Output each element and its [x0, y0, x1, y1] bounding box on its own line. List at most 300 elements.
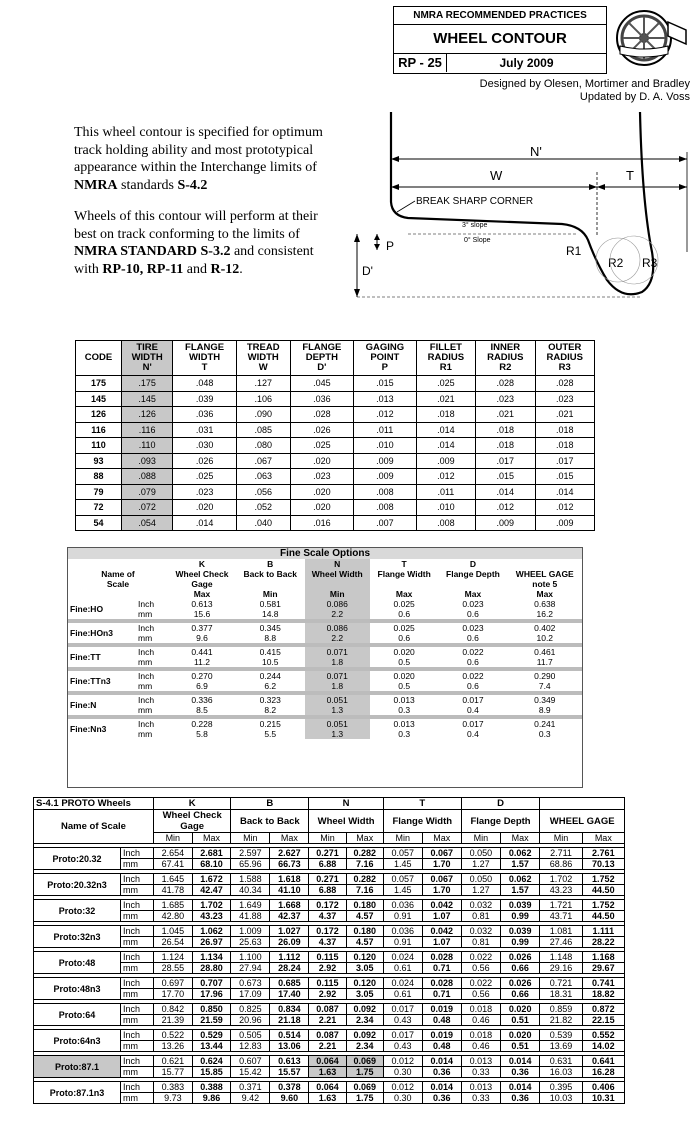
- unit-label: Inch: [121, 978, 154, 989]
- table3-cell: 1.588: [231, 874, 270, 885]
- scale-name: Fine:HO: [70, 604, 104, 614]
- table3-cell: 28.22: [582, 937, 624, 948]
- table3-cell: 15.57: [270, 1067, 309, 1078]
- table2-letter-row: [68, 559, 582, 569]
- unit-label: mm: [121, 989, 154, 1000]
- table3-cell: 2.597: [231, 848, 270, 859]
- table2-letter: [508, 559, 582, 569]
- table3-row: [34, 900, 625, 911]
- table2-cell: 0.017: [462, 719, 484, 729]
- unit-label: Inch: [138, 695, 155, 705]
- table3-cell: 9.60: [270, 1093, 309, 1104]
- table3-row: [34, 978, 625, 989]
- blank-cell: [68, 589, 168, 599]
- table3-cell: 0.282: [346, 874, 383, 885]
- table3-cell: 1.009: [231, 926, 270, 937]
- unit-label: mm: [121, 859, 154, 870]
- scale-code-cell: 88: [76, 469, 122, 485]
- table1-cell: .021: [476, 407, 535, 423]
- table3-cell: 0.036: [383, 926, 422, 937]
- unit-label: mm: [138, 729, 153, 739]
- table3-cell: 1.672: [192, 874, 231, 885]
- table2-cell: 5.5: [264, 729, 277, 739]
- table3-cell: 1.027: [270, 926, 309, 937]
- table1-cell: .018: [476, 422, 535, 438]
- scale-name: Proto:32n3: [34, 926, 121, 948]
- table3-cell: 14.02: [582, 1041, 624, 1052]
- table3-row: [34, 874, 625, 885]
- table1-cell: .048: [173, 376, 236, 392]
- table3-cell: 68.86: [540, 859, 582, 870]
- scale-code-cell: 110: [76, 438, 122, 454]
- table3-cell: 1.45: [383, 885, 422, 896]
- table2-row: [68, 599, 582, 609]
- unit-label: Inch: [121, 1056, 154, 1067]
- table3-cell: 1.752: [582, 874, 624, 885]
- table2-cell: 0.3: [398, 705, 411, 715]
- table3-cell: 25.63: [231, 937, 270, 948]
- table3-cell: 0.172: [309, 900, 346, 911]
- table1-cell: .021: [416, 391, 475, 407]
- table3-cell: 6.88: [309, 859, 346, 870]
- max-header: Max: [346, 833, 383, 844]
- table3-cell: 0.697: [154, 978, 193, 989]
- table1-cell: .085: [236, 422, 290, 438]
- name-of-scale-header: Name of Scale: [101, 569, 135, 589]
- table1-header: GAGING POINT P: [354, 341, 417, 376]
- table3-cell: 0.067: [422, 848, 461, 859]
- table3-cell: 0.062: [501, 848, 540, 859]
- table2-cell: 0.215: [259, 719, 281, 729]
- table2-cell: 0.581: [259, 599, 281, 609]
- unit-label: mm: [121, 1093, 154, 1104]
- scale-name: Proto:48n3: [34, 978, 121, 1000]
- table3-cell: 0.069: [346, 1056, 383, 1067]
- table1-cell: .010: [354, 438, 417, 454]
- table1-cell: .014: [476, 484, 535, 500]
- table2-cell: 0.6: [467, 681, 479, 691]
- table3-cell: 2.711: [540, 848, 582, 859]
- table3-cell: 0.46: [461, 1041, 500, 1052]
- table1-cell: .145: [121, 391, 172, 407]
- flange-depth-label: D': [362, 264, 373, 278]
- table1-cell: .014: [173, 515, 236, 531]
- table3-cell: 0.022: [461, 952, 500, 963]
- table3-cell: 16.03: [540, 1067, 582, 1078]
- table1-cell: .016: [290, 515, 353, 531]
- table3-cell: 0.087: [309, 1004, 346, 1015]
- table3-cell: 44.50: [582, 911, 624, 922]
- table3-cell: 0.067: [422, 874, 461, 885]
- table3-cell: 6.88: [309, 885, 346, 896]
- scale-code-cell: 126: [76, 407, 122, 423]
- table3-column-header: WHEEL GAGE: [540, 810, 625, 833]
- scale-name: Proto:64n3: [34, 1030, 121, 1052]
- unit-label: Inch: [121, 1004, 154, 1015]
- scale-code-cell: 93: [76, 453, 122, 469]
- table1-cell: .018: [535, 422, 595, 438]
- table3-cell: 21.18: [270, 1015, 309, 1026]
- table2-limit: Max: [536, 589, 554, 599]
- table2-cell: 2.2: [305, 609, 370, 619]
- table3-cell: 0.014: [501, 1082, 540, 1093]
- scale-code-cell: 79: [76, 484, 122, 500]
- table2-cell: 8.2: [264, 705, 277, 715]
- table3-letter: N: [309, 798, 383, 810]
- table1-cell: .020: [290, 500, 353, 516]
- table1-header: FLANGE DEPTH D': [290, 341, 353, 376]
- table2-cell: 2.2: [305, 633, 370, 643]
- table2-cell: 0.3: [398, 729, 411, 739]
- unit-label: mm: [121, 885, 154, 896]
- contour-dimensions-table: [75, 340, 595, 531]
- table3-cell: 13.69: [540, 1041, 582, 1052]
- table3-row: [34, 1030, 625, 1041]
- table3-cell: 7.16: [346, 859, 383, 870]
- table3-cell: 0.024: [383, 978, 422, 989]
- table1-cell: .028: [476, 376, 535, 392]
- table3-cell: 0.825: [231, 1004, 270, 1015]
- table3-cell: 3.05: [346, 989, 383, 1000]
- table2-header-row: [68, 569, 582, 589]
- table3-cell: 41.88: [231, 911, 270, 922]
- table3-row: [34, 1056, 625, 1067]
- table3-cell: 1.134: [192, 952, 231, 963]
- table3-column-header: Flange Depth: [461, 810, 540, 833]
- table3-cell: 0.039: [501, 900, 540, 911]
- table3-cell: 1.70: [422, 885, 461, 896]
- table2-cell: 0.402: [534, 623, 556, 633]
- table2-cell: 0.023: [462, 623, 484, 633]
- table2-cell: 0.017: [462, 695, 484, 705]
- table3-cell: 17.09: [231, 989, 270, 1000]
- table3-cell: 1.702: [540, 874, 582, 885]
- table3-row-mm: [34, 937, 625, 948]
- table3-cell: 0.180: [346, 900, 383, 911]
- table1-cell: .045: [290, 376, 353, 392]
- table1-cell: .025: [173, 469, 236, 485]
- table1-row: [76, 391, 595, 407]
- scale-code-cell: 145: [76, 391, 122, 407]
- table1-row: [76, 469, 595, 485]
- table3-cell: 0.026: [501, 978, 540, 989]
- table3-cell: 2.681: [192, 848, 231, 859]
- table3-cell: 0.017: [383, 1004, 422, 1015]
- table2-cell: 0.071: [305, 671, 370, 681]
- table3-cell: 0.172: [309, 926, 346, 937]
- table2-row-mm: [68, 681, 582, 691]
- table3-cell: 0.064: [309, 1056, 346, 1067]
- table3-cell: 0.36: [422, 1093, 461, 1104]
- table3-cell: 0.91: [383, 911, 422, 922]
- table1-cell: .036: [290, 391, 353, 407]
- table3-cell: 1.07: [422, 911, 461, 922]
- table3-cell: 1.112: [270, 952, 309, 963]
- table1-cell: .040: [236, 515, 290, 531]
- table1-cell: .063: [236, 469, 290, 485]
- table1-cell: .030: [173, 438, 236, 454]
- table3-row: [34, 848, 625, 859]
- table3-row-mm: [34, 963, 625, 974]
- table1-cell: .011: [416, 484, 475, 500]
- table3-column-header: Wheel Width: [309, 810, 383, 833]
- table3-cell: 1.062: [192, 926, 231, 937]
- table3-cell: 0.032: [461, 900, 500, 911]
- table2-cell: 0.6: [398, 609, 411, 619]
- unit-label: Inch: [138, 719, 155, 729]
- fine-scale-title: Fine Scale Options: [68, 548, 582, 559]
- table3-cell: 0.741: [582, 978, 624, 989]
- table3-cell: 42.80: [154, 911, 193, 922]
- table3-cell: 17.70: [154, 989, 193, 1000]
- table2-cell: 0.023: [462, 599, 484, 609]
- scale-name: Proto:48: [34, 952, 121, 974]
- table3-cell: 2.627: [270, 848, 309, 859]
- table3-cell: 0.99: [501, 937, 540, 948]
- table3-cell: 21.82: [540, 1015, 582, 1026]
- table3-cell: 0.019: [422, 1030, 461, 1041]
- table3-cell: 0.406: [582, 1082, 624, 1093]
- table2-cell: 0.441: [191, 647, 213, 657]
- table3-cell: 0.032: [461, 926, 500, 937]
- table3-cell: 0.624: [192, 1056, 231, 1067]
- table2-column-header: Wheel Width: [305, 569, 370, 589]
- table1-cell: .020: [173, 500, 236, 516]
- table3-cell: 0.395: [540, 1082, 582, 1093]
- unit-label: mm: [121, 1015, 154, 1026]
- table1-cell: .009: [354, 469, 417, 485]
- unit-label: mm: [138, 681, 153, 691]
- table3-cell: 0.371: [231, 1082, 270, 1093]
- table3-cell: 0.707: [192, 978, 231, 989]
- table3-cell: 0.721: [540, 978, 582, 989]
- table2-limit: Max: [193, 589, 211, 599]
- table1-cell: .175: [121, 376, 172, 392]
- table3-cell: 0.631: [540, 1056, 582, 1067]
- table3-cell: 0.43: [383, 1041, 422, 1052]
- table3-cell: 2.654: [154, 848, 193, 859]
- table3-cell: 68.10: [192, 859, 231, 870]
- table1-cell: .007: [354, 515, 417, 531]
- table1-cell: .018: [535, 438, 595, 454]
- table3-cell: 66.73: [270, 859, 309, 870]
- table3-cell: 15.85: [192, 1067, 231, 1078]
- table2-row-mm: [68, 609, 582, 619]
- table1-cell: .017: [535, 453, 595, 469]
- table3-cell: 1.111: [582, 926, 624, 937]
- table3-cell: 1.752: [582, 900, 624, 911]
- table3-cell: 0.834: [270, 1004, 309, 1015]
- doc-id: RP - 25: [394, 54, 447, 72]
- table3-cell: 0.062: [501, 874, 540, 885]
- unit-label: mm: [138, 633, 153, 643]
- table3-cell: 2.92: [309, 989, 346, 1000]
- table1-row: [76, 515, 595, 531]
- designer-credit: Designed by Olesen, Mortimer and Bradley: [479, 78, 690, 90]
- table2-column-header: Flange Depth: [446, 569, 500, 579]
- table3-cell: 0.514: [270, 1030, 309, 1041]
- doc-meta-row: [394, 54, 606, 72]
- unit-label: Inch: [138, 599, 155, 609]
- table3-cell: 12.83: [231, 1041, 270, 1052]
- table3-cell: 9.73: [154, 1093, 193, 1104]
- tire-width-label: N': [530, 144, 542, 159]
- table2-cell: 8.5: [196, 705, 208, 715]
- table1-cell: .013: [354, 391, 417, 407]
- table3-cell: 0.013: [461, 1082, 500, 1093]
- table2-cell: 11.7: [536, 657, 553, 667]
- scale-name: Proto:20.32: [34, 848, 121, 870]
- break-corner-label: BREAK SHARP CORNER: [416, 196, 534, 207]
- table1-cell: .009: [535, 515, 595, 531]
- table2-cell: 9.6: [196, 633, 208, 643]
- table1-cell: .116: [121, 422, 172, 438]
- table1-cell: .012: [535, 500, 595, 516]
- table3-cell: 0.66: [501, 963, 540, 974]
- nmra-wheel-logo-icon: [608, 8, 692, 68]
- table2-cell: 0.020: [393, 647, 415, 657]
- table2-cell: 0.244: [259, 671, 281, 681]
- table3-cell: 15.42: [231, 1067, 270, 1078]
- table3-column-header: Wheel Check Gage: [154, 810, 231, 833]
- table1-header: CODE: [76, 341, 122, 376]
- table1-header: INNER RADIUS R2: [476, 341, 535, 376]
- table2-column-header: Back to Back: [243, 569, 297, 579]
- table3-cell: 0.069: [346, 1082, 383, 1093]
- table2-cell: 0.025: [393, 599, 415, 609]
- table3-cell: 41.78: [154, 885, 193, 896]
- table3-cell: 0.064: [309, 1082, 346, 1093]
- table3-cell: 1.148: [540, 952, 582, 963]
- max-header: Max: [192, 833, 231, 844]
- table1-row: [76, 407, 595, 423]
- scale-code-cell: 72: [76, 500, 122, 516]
- proto-wheels-table: [33, 797, 625, 1104]
- table1-row: [76, 500, 595, 516]
- table1-row: [76, 422, 595, 438]
- table2-cell: 0.290: [534, 671, 556, 681]
- table3-cell: 0.842: [154, 1004, 193, 1015]
- table1-cell: .110: [121, 438, 172, 454]
- table3-cell: 28.80: [192, 963, 231, 974]
- table3-cell: 0.282: [346, 848, 383, 859]
- table1-cell: .023: [535, 391, 595, 407]
- table3-cell: 18.31: [540, 989, 582, 1000]
- table1-cell: .015: [476, 469, 535, 485]
- intro-paragraph-1: This wheel contour is specified for optimum track holding ability and most prototypical appearance within the Interchange limits of NMRA standards S-4.2: [74, 125, 323, 193]
- table2-letter: T: [401, 559, 407, 569]
- table3-cell: 65.96: [231, 859, 270, 870]
- table3-cell: 1.27: [461, 859, 500, 870]
- table3-cell: 27.94: [231, 963, 270, 974]
- table2-cell: 1.3: [305, 729, 370, 739]
- table1-header: FLANGE WIDTH T: [173, 341, 236, 376]
- slope-3-label: 3° slope: [462, 222, 488, 229]
- table3-cell: 1.70: [422, 859, 461, 870]
- table3-cell: 1.57: [501, 885, 540, 896]
- scale-name: Proto:20.32n3: [34, 874, 121, 896]
- table3-cell: 1.721: [540, 900, 582, 911]
- table3-cell: 0.522: [154, 1030, 193, 1041]
- table1-row: [76, 453, 595, 469]
- table2-cell: 0.051: [305, 719, 370, 729]
- table2-cell: 0.4: [467, 729, 479, 739]
- table3-row: [34, 952, 625, 963]
- unit-label: Inch: [138, 671, 155, 681]
- table3-cell: 0.014: [501, 1056, 540, 1067]
- table3-cell: 20.96: [231, 1015, 270, 1026]
- unit-label: Inch: [121, 1082, 154, 1093]
- update-credit: Updated by D. A. Voss: [579, 91, 690, 103]
- table2-limit-row: [68, 589, 582, 599]
- table3-cell: 0.91: [383, 937, 422, 948]
- table1-cell: .080: [236, 438, 290, 454]
- table2-row: [68, 671, 582, 681]
- table2-cell: 0.6: [467, 657, 479, 667]
- table3-cell: 0.61: [383, 989, 422, 1000]
- table3-cell: 1.645: [154, 874, 193, 885]
- table1-cell: .008: [354, 484, 417, 500]
- unit-label: mm: [138, 609, 153, 619]
- table2-cell: 0.638: [534, 599, 556, 609]
- table2-cell: 0.349: [534, 695, 556, 705]
- table2-cell: 0.5: [398, 681, 411, 691]
- table3-cell: 0.120: [346, 978, 383, 989]
- table2-cell: 0.5: [398, 657, 411, 667]
- table3-row: [34, 926, 625, 937]
- table2-cell: 1.3: [305, 705, 370, 715]
- min-header: Min: [231, 833, 270, 844]
- table3-cell: 10.31: [582, 1093, 624, 1104]
- table2-cell: 1.8: [305, 657, 370, 667]
- table2-cell: 0.323: [259, 695, 281, 705]
- table2-cell: 7.4: [538, 681, 551, 691]
- table3-column-header: Flange Width: [383, 810, 461, 833]
- table3-cell: 0.014: [422, 1056, 461, 1067]
- table3-cell: 16.28: [582, 1067, 624, 1078]
- table3-cell: 0.66: [501, 989, 540, 1000]
- table3-cell: 0.33: [461, 1093, 500, 1104]
- table3-cell: 0.014: [422, 1082, 461, 1093]
- table3-cell: 0.042: [422, 926, 461, 937]
- table1-cell: .008: [416, 515, 475, 531]
- table1-cell: .056: [236, 484, 290, 500]
- table3-cell: 4.57: [346, 911, 383, 922]
- table1-cell: .015: [354, 376, 417, 392]
- table2-cell: 0.228: [191, 719, 213, 729]
- table3-cell: 0.30: [383, 1067, 422, 1078]
- table3-letter: D: [461, 798, 540, 810]
- table3-row-mm: [34, 911, 625, 922]
- scale-code-cell: 116: [76, 422, 122, 438]
- table3-cell: 9.86: [192, 1093, 231, 1104]
- table3-cell: 1.63: [309, 1067, 346, 1078]
- table1-cell: .028: [535, 376, 595, 392]
- table3-cell: 13.06: [270, 1041, 309, 1052]
- table1-cell: .093: [121, 453, 172, 469]
- table3-row: [34, 1082, 625, 1093]
- table1-cell: .018: [416, 407, 475, 423]
- table3-letter-row: [34, 798, 625, 810]
- table3-cell: 70.13: [582, 859, 624, 870]
- table3-cell: 26.54: [154, 937, 193, 948]
- table2-row-mm: [68, 705, 582, 715]
- table3-cell: 0.115: [309, 952, 346, 963]
- table1-cell: .079: [121, 484, 172, 500]
- unit-label: Inch: [121, 952, 154, 963]
- unit-label: mm: [138, 657, 153, 667]
- table3-cell: 9.42: [231, 1093, 270, 1104]
